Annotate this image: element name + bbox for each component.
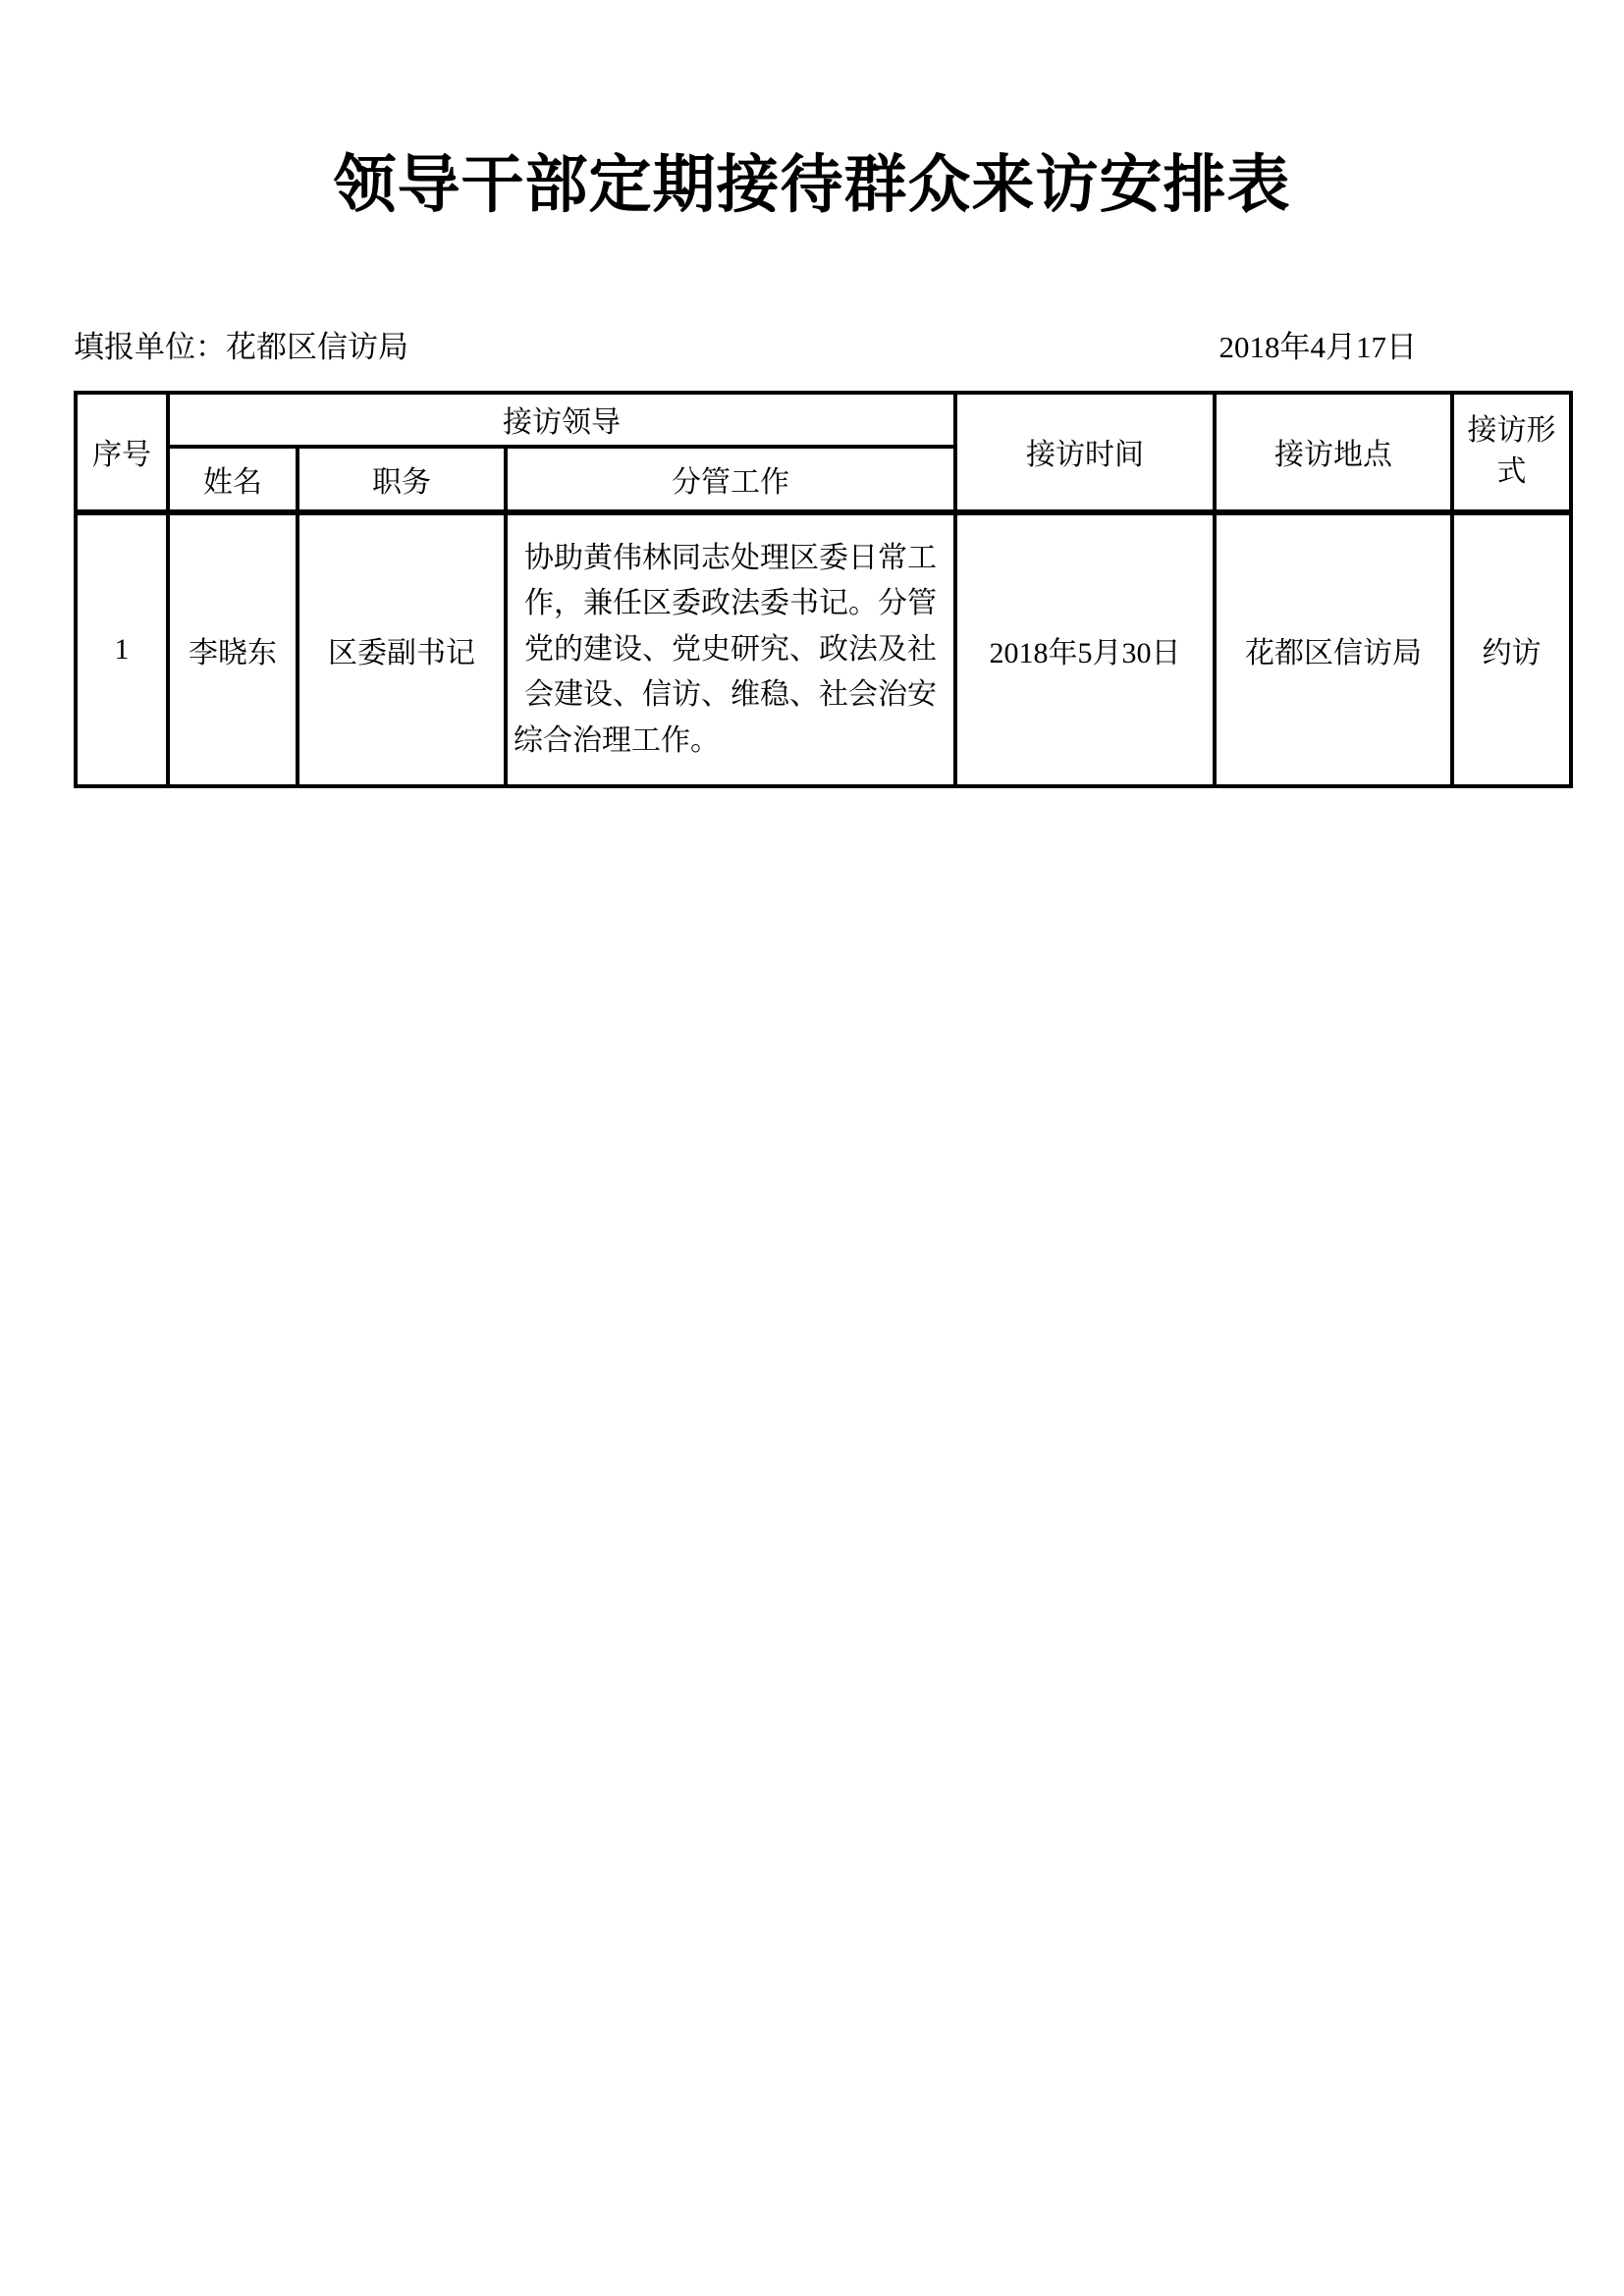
header-leader-group: 接访领导	[168, 393, 955, 447]
cell-duties: 协助黄伟林同志处理区委日常工作，兼任区委政法委书记。分管党的建设、党史研究、政法及社会建设、信访、维稳、社会治安综合治理工作。	[506, 512, 955, 786]
header-location: 接访地点	[1215, 393, 1452, 512]
header-position: 职务	[298, 447, 506, 512]
cell-index: 1	[76, 512, 168, 786]
cell-location: 花都区信访局	[1215, 512, 1452, 786]
document-page	[0, 149, 1624, 2296]
cell-name: 李晓东	[168, 512, 298, 786]
cell-format: 约访	[1452, 512, 1571, 786]
table-header-row-1	[76, 393, 1571, 447]
document-content	[74, 328, 1569, 788]
header-index: 序号	[76, 393, 168, 512]
header-format: 接访形式	[1452, 393, 1571, 512]
cell-position: 区委副书记	[298, 512, 506, 786]
page-title: 领导干部定期接待群众来访安排表	[333, 149, 1291, 220]
header-time: 接访时间	[955, 393, 1215, 512]
reception-schedule-table	[74, 391, 1573, 788]
report-date: 2018年4月17日	[1218, 329, 1417, 364]
report-unit-label: 填报单位：花都区信访局	[74, 329, 408, 364]
header-name: 姓名	[168, 447, 298, 512]
report-info-row	[74, 328, 1569, 367]
header-duties: 分管工作	[506, 447, 955, 512]
cell-time: 2018年5月30日	[955, 512, 1215, 786]
table-row	[76, 512, 1571, 786]
